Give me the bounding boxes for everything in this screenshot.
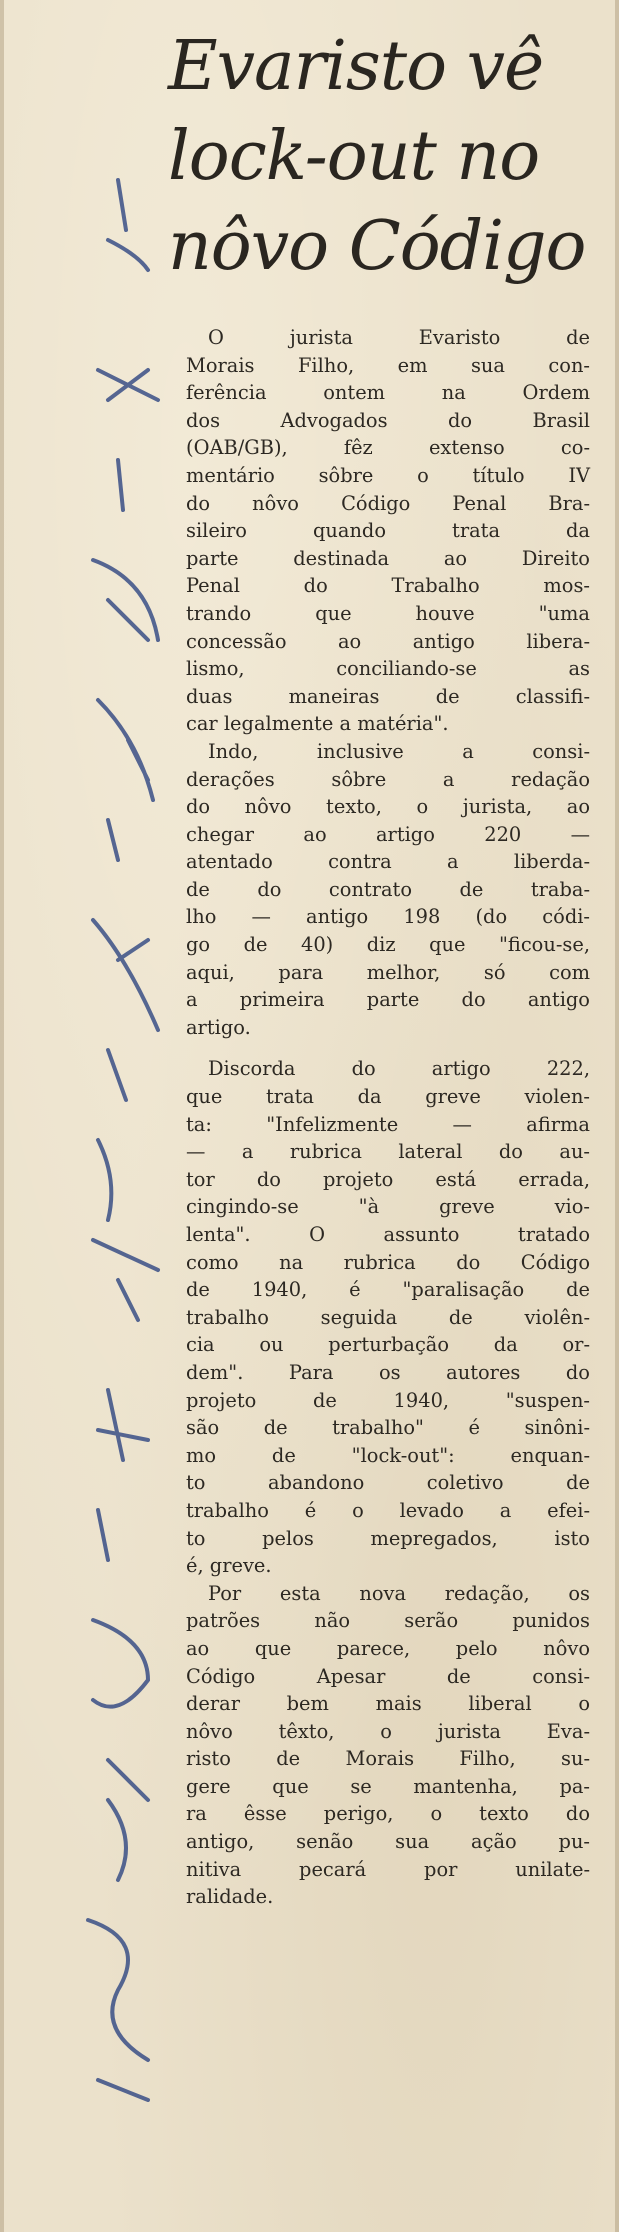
article-line: ao que parece, pelo nôvo [186,1636,590,1660]
article-line: lho — antigo 198 (do códi- [186,905,590,929]
article-line: Morais Filho, em sua con- [186,353,590,377]
article-line: patrões não serão punidos [186,1609,590,1633]
article-headline [168,22,608,292]
article-line: como na rubrica do Código [186,1250,590,1274]
article-line: trando que houve "uma [186,601,590,625]
article-line: mentário sôbre o título IV [186,463,590,487]
article-line: Penal do Trabalho mos- [186,574,590,598]
article-line: é, greve. [186,1554,272,1578]
article-line: parte destinada ao Direito [186,546,590,570]
article-line: duas maneiras de classifi- [186,684,590,708]
headline-line-1: Evaristo vê [168,27,544,106]
article-line: chegar ao artigo 220 — [186,822,590,846]
article-line: nôvo têxto, o jurista Eva- [186,1719,590,1743]
article-line: car legalmente a matéria". [186,712,449,736]
article-line: (OAB/GB), fêz extenso co- [186,436,590,460]
article-line: ra êsse perigo, o texto do [186,1802,590,1826]
article-line: derar bem mais liberal o [186,1692,590,1716]
article-line: mo de "lock-out": enquan- [186,1443,590,1467]
article-body [186,324,590,1911]
article-line: to abandono coletivo de [186,1471,590,1495]
headline-line-2: lock-out no [168,117,540,196]
article-line: Discorda do artigo 222, [208,1057,590,1081]
article-line: O jurista Evaristo de [208,326,590,349]
article-line: sileiro quando trata da [186,519,590,543]
article-line: antigo, senão sua ação pu- [186,1830,590,1854]
article-line: trabalho seguida de violên- [186,1305,590,1329]
article-line: ferência ontem na Ordem [186,381,590,405]
article-line: são de trabalho" é sinôni- [186,1416,590,1440]
article-line: concessão ao antigo libera- [186,629,590,653]
article-line: — a rubrica lateral do au- [186,1140,590,1164]
article-line: derações sôbre a redação [186,767,590,791]
article-line: cia ou perturbação da or- [186,1333,590,1357]
article-line: ralidade. [186,1885,274,1909]
article-line: cingindo-se "à greve vio- [186,1195,590,1219]
article-line: Código Apesar de consi- [186,1664,590,1688]
article-line: risto de Morais Filho, su- [186,1747,590,1771]
article-line: ta: "Infelizmente — afirma [186,1112,590,1136]
article-line: lenta". O assunto tratado [186,1223,590,1246]
handwritten-annotation [0,40,198,2140]
article-line: Por esta nova redação, os [208,1581,590,1605]
article-line: lismo, conciliando-se as [186,657,590,681]
article-line: gere que se mantenha, pa- [186,1774,590,1798]
article-line: go de 40) diz que "ficou-se, [186,933,590,957]
article-line: to pelos mepregados, isto [186,1526,590,1550]
article-line: dem". Para os autores do [186,1360,590,1384]
article-line: projeto de 1940, "suspen- [186,1388,590,1412]
clipping-right-edge [615,0,619,2232]
article-line: tor do projeto está errada, [186,1167,590,1191]
article-line: Indo, inclusive a consi- [208,739,590,763]
article-line: dos Advogados do Brasil [186,408,590,432]
article-line: a primeira parte do antigo [186,988,590,1012]
article-line: atentado contra a liberda- [186,850,590,874]
article-line: nitiva pecará por unilate- [186,1857,590,1881]
headline-line-3: nôvo Código [168,207,586,286]
article-line: de do contrato de traba- [186,877,590,901]
article-line: trabalho é o levado a efei- [186,1498,590,1522]
article-line: do nôvo texto, o jurista, ao [186,795,590,819]
article-line: que trata da greve violen- [186,1085,590,1109]
article-line: aqui, para melhor, só com [186,960,590,984]
article-line: do nôvo Código Penal Bra- [186,491,590,515]
article-line: artigo. [186,1015,251,1039]
article-line: de 1940, é "paralisação de [186,1278,590,1302]
